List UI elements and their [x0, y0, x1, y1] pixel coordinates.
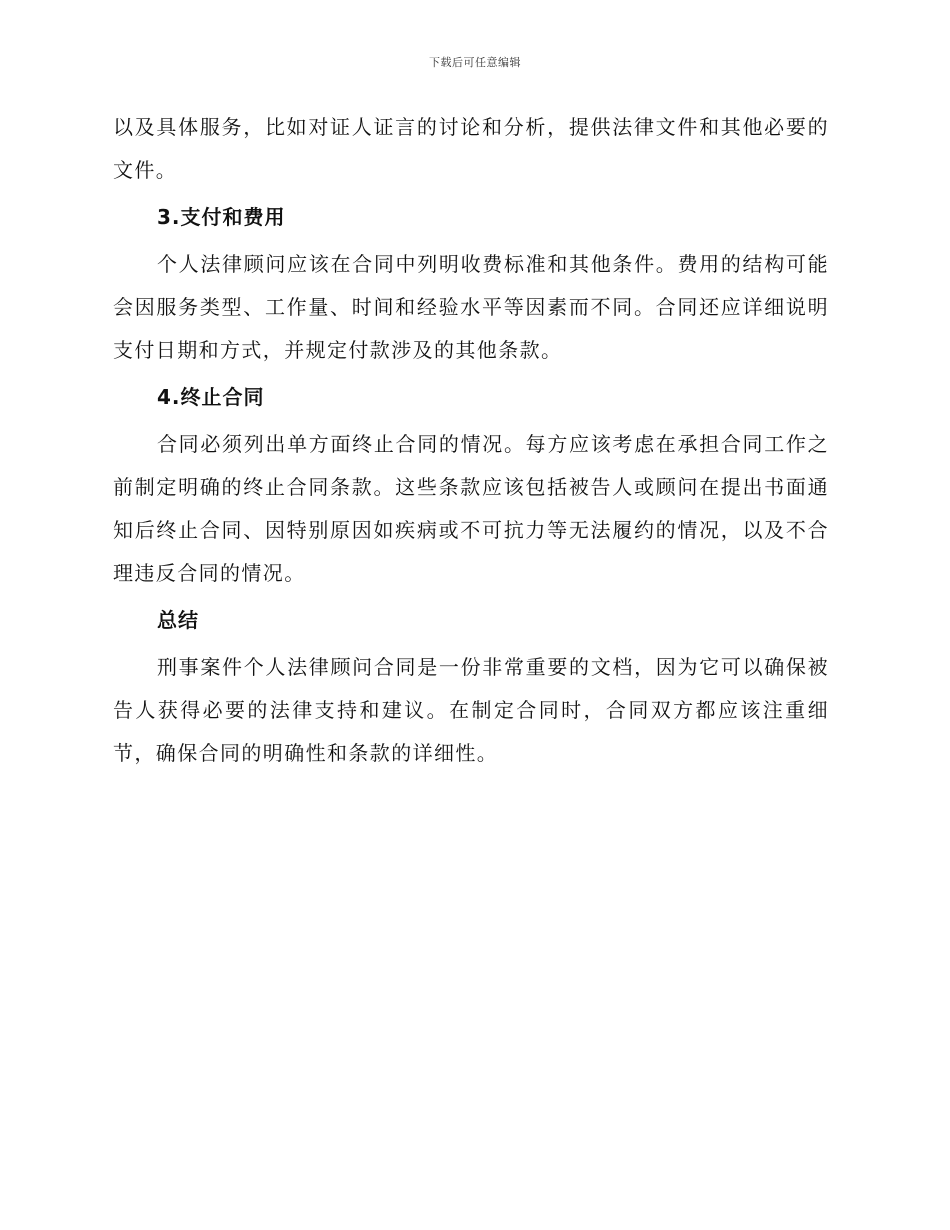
intro-continuation-paragraph: 以及具体服务，比如对证人证言的讨论和分析，提供法律文件和其他必要的文件。	[113, 115, 829, 182]
section-heading-termination: 4.终止合同	[157, 385, 265, 409]
document-body	[113, 106, 829, 775]
section-heading-payment: 3.支付和费用	[157, 205, 286, 229]
section-body-termination: 合同必须列出单方面终止合同的情况。每方应该考虑在承担合同工作之前制定明确的终止合同条款。这些条款应该包括被告人或顾问在提出书面通知后终止合同、因特别原因如疾病或不可抗力等无法履约的情况，以及不合理违反合同的情况。	[113, 432, 829, 585]
section-body-summary: 刑事案件个人法律顾问合同是一份非常重要的文档，因为它可以确保被告人获得必要的法律支持和建议。在制定合同时，合同双方都应该注重细节，确保合同的明确性和条款的详细性。	[113, 655, 829, 765]
section-heading-summary: 总结	[157, 608, 199, 632]
page-header: 下载后可任意编辑	[429, 56, 521, 69]
section-body-payment: 个人法律顾问应该在合同中列明收费标准和其他条件。费用的结构可能会因服务类型、工作量、时间和经验水平等因素而不同。合同还应详细说明支付日期和方式，并规定付款涉及的其他条款。	[113, 252, 829, 362]
